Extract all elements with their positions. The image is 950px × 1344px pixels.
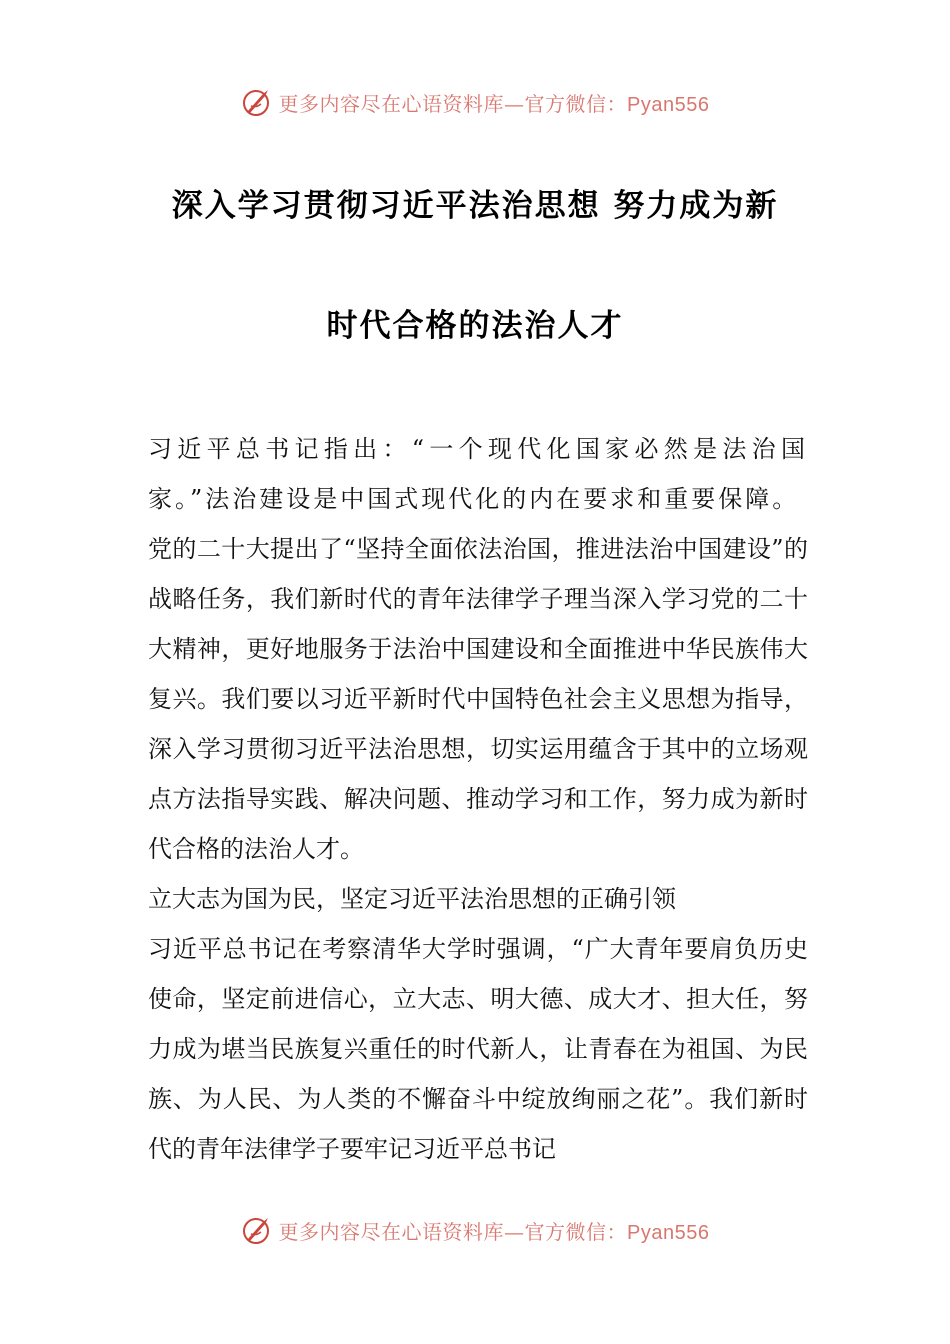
document-title-line-2: 时代合格的法治人才	[326, 308, 624, 344]
watermark-text	[279, 88, 710, 117]
document-body	[148, 424, 808, 1174]
watermark-header	[0, 84, 950, 120]
paragraph: 习近平总书记在考察清华大学时强调，“广大青年要肩负历史使命，坚定前进信心，立大志、明大德、成大才、担大任，努力成为堪当民族复兴重任的时代新人，让青春在为祖国、为民族、为人民、为人类的不懈奋斗中绽放绚丽之花”。我们新时代的青年法律学子要牢记习近平总书记	[148, 935, 808, 1163]
pen-circle-icon	[241, 86, 273, 118]
section-heading: 立大志为国为民，坚定习近平法治思想的正确引领	[148, 885, 676, 913]
watermark-footer	[0, 1212, 950, 1248]
paragraph: 党的二十大提出了“坚持全面依法治国，推进法治中国建设”的战略任务，我们新时代的青年法律学子理当深入学习党的二十大精神，更好地服务于法治中国建设和全面推进中华民族伟大复兴。我们要以习近平新时代中国特色社会主义思想为指导，深入学习贯彻习近平法治思想，切实运用蕴含于其中的立场观点方法指导实践、解决问题、推动学习和工作，努力成为新时代合格的法治人才。	[148, 535, 808, 863]
watermark-text-cn: 更多内容尽在心语资料库—官方微信：	[278, 91, 628, 116]
watermark-text	[279, 1216, 710, 1245]
watermark-text-cn: 更多内容尽在心语资料库—官方微信：	[278, 1219, 628, 1244]
watermark-wechat-id: Pyan556	[627, 1221, 710, 1244]
pen-circle-icon	[241, 1214, 273, 1246]
watermark-wechat-id: Pyan556	[627, 93, 710, 116]
paragraph: 习近平总书记指出：“一个现代化国家必然是法治国家。”法治建设是中国式现代化的内在要求和重要保障。	[148, 435, 808, 513]
document-title-line-1: 深入学习贯彻习近平法治思想 努力成为新	[171, 188, 779, 224]
